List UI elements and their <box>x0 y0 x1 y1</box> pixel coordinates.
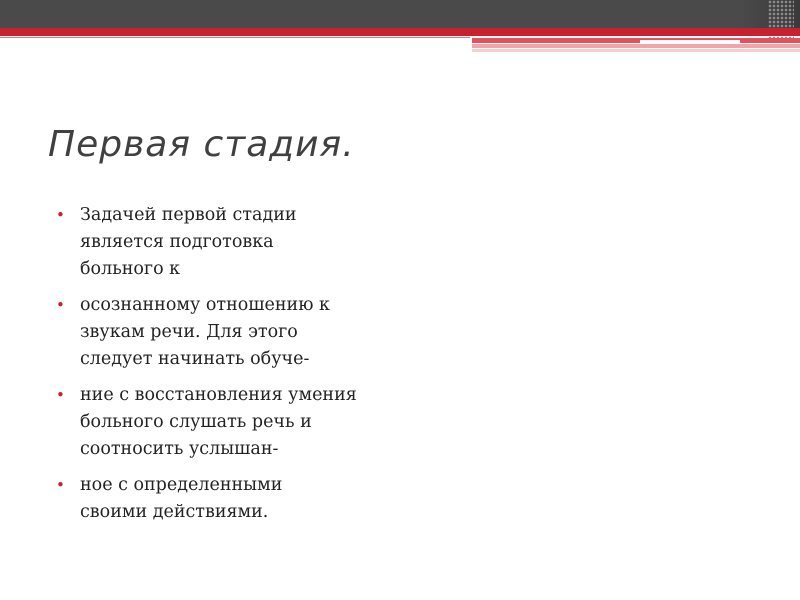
bullet-item <box>56 202 416 283</box>
slide-title: Первая стадия. <box>48 124 355 165</box>
header-accent-gap <box>640 40 740 44</box>
header-red-accent-1 <box>472 38 800 43</box>
bullet-icon: • <box>56 476 65 494</box>
bullet-icon: • <box>56 296 65 314</box>
bullet-line: осознанному отношению к <box>80 295 330 315</box>
bullet-line: ное с определенными <box>80 475 283 495</box>
header-red-accent-2 <box>472 44 800 48</box>
bullet-item <box>56 472 416 526</box>
bullet-line: следует начинать обуче- <box>80 349 310 369</box>
bullet-line: соотносить услышан- <box>80 439 279 459</box>
bullet-icon: • <box>56 386 65 404</box>
bullet-icon: • <box>56 206 65 224</box>
bullet-item <box>56 382 416 463</box>
header-red-accent-3 <box>472 49 800 52</box>
bullet-line: больного к <box>80 259 181 279</box>
bullet-line: ние с восстановления умения <box>80 385 357 405</box>
bullet-line: больного слушать речь и <box>80 412 312 432</box>
bullet-line: своими действиями. <box>80 502 269 522</box>
bullet-line: является подготовка <box>80 232 274 252</box>
bullet-line: звукам речи. Для этого <box>80 322 298 342</box>
bullet-list <box>56 202 416 535</box>
bullet-line: Задачей первой стадии <box>80 205 297 225</box>
header-red-thin-line <box>0 37 470 38</box>
header-band <box>0 0 800 28</box>
header-red-stripe <box>0 28 800 36</box>
bullet-item <box>56 292 416 373</box>
